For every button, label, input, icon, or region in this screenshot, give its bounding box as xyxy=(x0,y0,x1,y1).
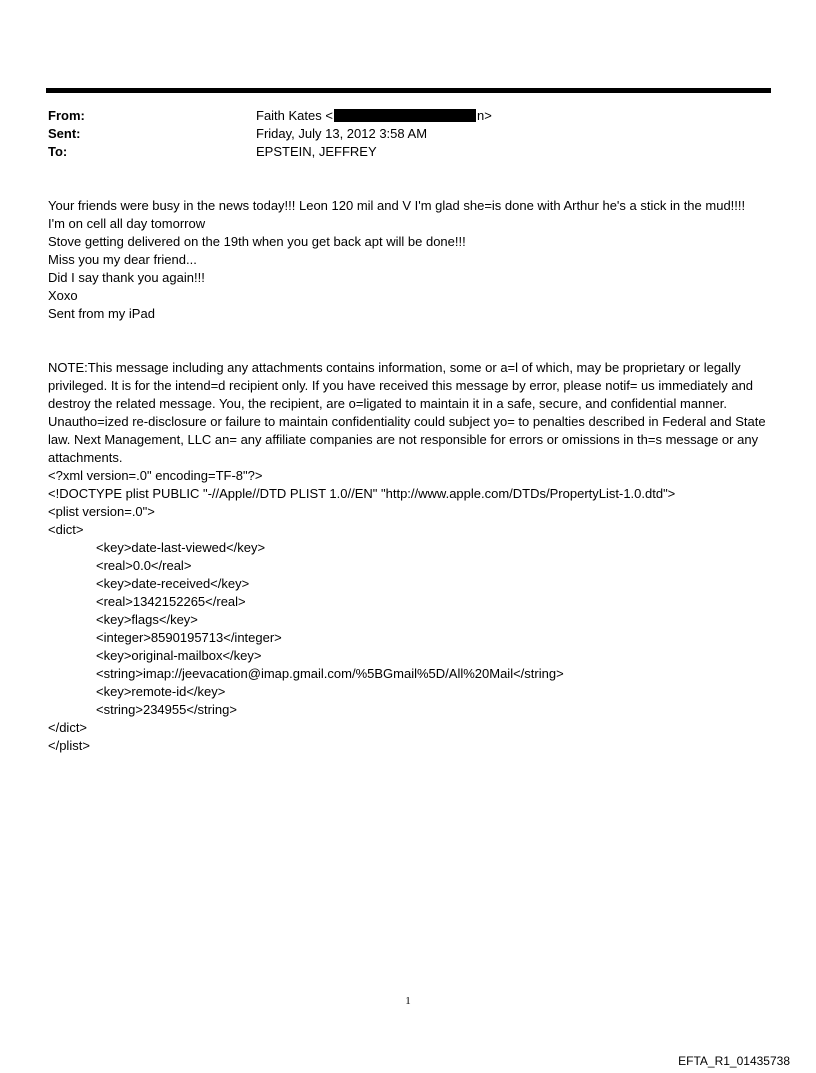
from-name: Faith Kates < xyxy=(256,108,333,123)
body-line: Did I say thank you again!!! xyxy=(48,270,205,285)
plist-entry: <integer>8590195713</integer> xyxy=(96,630,282,645)
plist-entry: <key>original-mailbox</key> xyxy=(96,648,262,663)
body-line: Xoxo xyxy=(48,288,78,303)
plist-line: <dict> xyxy=(48,522,84,537)
page-number: 1 xyxy=(405,995,411,1007)
plist-entry: <real>1342152265</real> xyxy=(96,594,246,609)
redaction-bar xyxy=(334,109,476,122)
message-body xyxy=(48,197,768,323)
plist-entry: <key>flags</key> xyxy=(96,612,198,627)
plist-line: </plist> xyxy=(48,738,90,753)
sent-label: Sent: xyxy=(48,126,81,141)
header-rule xyxy=(46,88,771,93)
body-line: Sent from my iPad xyxy=(48,306,155,321)
body-paragraph: Your friends were busy in the news today!!! Leon 120 mil and V I'm glad she=is done with Arthur he's a stick in the mud!!!! xyxy=(48,198,746,213)
to-value: EPSTEIN, JEFFREY xyxy=(256,144,377,159)
from-value xyxy=(256,107,492,125)
from-label: From: xyxy=(48,108,85,123)
plist-entry: <string>234955</string> xyxy=(96,702,237,717)
plist-line: <plist version=.0"> xyxy=(48,504,155,519)
plist-entry: <real>0.0</real> xyxy=(96,558,192,573)
plist-line: </dict> xyxy=(48,720,88,735)
document-id: EFTA_R1_01435738 xyxy=(678,1054,790,1068)
plist-line: <?xml version=.0" encoding=TF-8"?> xyxy=(48,468,263,483)
plist-entry: <key>date-received</key> xyxy=(96,576,250,591)
plist-entry: <string>imap://jeevacation@imap.gmail.com/%5BGmail%5D/All%20Mail</string> xyxy=(96,666,564,681)
body-line: I'm on cell all day tomorrow xyxy=(48,216,206,231)
sent-value: Friday, July 13, 2012 3:58 AM xyxy=(256,126,428,141)
body-line: Stove getting delivered on the 19th when you get back apt will be done!!! xyxy=(48,234,466,249)
notice-text: NOTE:This message including any attachments contains information, some or a=l of which, may be proprietary or legally privileged. It is for the intend=d recipient only. If you have received this message by error, please notif= us immediately and destroy the related message. You, the recipient, are o=ligated to maintain it in a safe, secure, and confidential manner. Unautho=ized re-disclosure or failure to maintain confidentiality could subject yo= to penalties described in Federal and State law. Next Management, LLC an= any affiliate companies are not responsible for errors or omissions in th=s message or any attachments. xyxy=(48,360,766,465)
plist-entry: <key>remote-id</key> xyxy=(96,684,226,699)
confidentiality-notice xyxy=(48,359,768,755)
from-email-tail: n> xyxy=(476,108,492,123)
plist-entry: <key>date-last-viewed</key> xyxy=(96,540,266,555)
to-label: To: xyxy=(48,144,68,159)
plist-line: <!DOCTYPE plist PUBLIC "-//Apple//DTD PLIST 1.0//EN" "http://www.apple.com/DTDs/PropertyList-1.0.dtd"> xyxy=(48,486,676,501)
body-line: Miss you my dear friend... xyxy=(48,252,197,267)
